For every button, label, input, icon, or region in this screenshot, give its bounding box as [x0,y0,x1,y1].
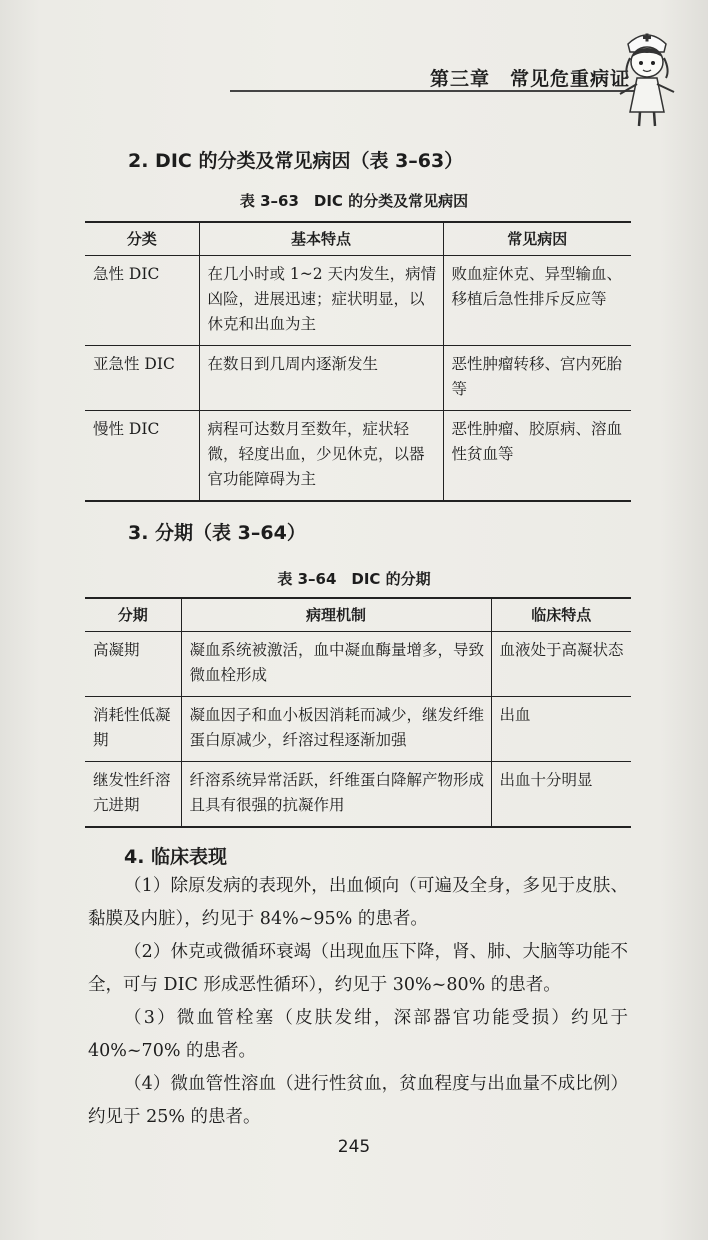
table-row [85,632,631,697]
table-cell: 在几小时或 1~2 天内发生，病情凶险，进展迅速；症状明显，以休克和出血为主 [199,256,443,346]
table-cell: 恶性肿瘤、胶原病、溶血性贫血等 [443,411,631,502]
table-3-64-caption: 表 3–64 DIC 的分期 [277,570,431,588]
table-cell: 纤溶系统异常活跃，纤维蛋白降解产物形成且具有很强的抗凝作用 [181,762,491,828]
chapter-title: 第三章 常见危重病证 [430,68,631,90]
paragraph: （2）休克或微循环衰竭（出现血压下降，肾、肺、大脑等功能不全，可与 DIC 形成恶性循环），约见于 30%~80% 的患者。 [88,942,628,995]
table-cell: 消耗性低凝期 [85,697,181,762]
table-cell: 恶性肿瘤转移、宫内死胎等 [443,346,631,411]
column-header: 分类 [85,222,199,256]
table-row [85,346,631,411]
table-3-64 [85,597,631,828]
table-header-row [85,598,631,632]
table-row [85,762,631,828]
table-cell: 出血 [491,697,631,762]
column-header: 分期 [85,598,181,632]
column-header: 病理机制 [181,598,491,632]
paragraph: （4）微血管性溶血（进行性贫血，贫血程度与出血量不成比例）约见于 25% 的患者。 [88,1074,628,1127]
table-cell: 急性 DIC [85,256,199,346]
table-cell: 凝血系统被激活，血中凝血酶量增多，导致微血栓形成 [181,632,491,697]
table-cell: 亚急性 DIC [85,346,199,411]
column-header: 基本特点 [199,222,443,256]
column-header: 临床特点 [491,598,631,632]
paragraph: （1）除原发病的表现外，出血倾向（可遍及全身，多见于皮肤、黏膜及内脏），约见于 84%~95% 的患者。 [88,876,628,929]
column-header: 常见病因 [443,222,631,256]
table-cell: 凝血因子和血小板因消耗而减少，继发纤维蛋白原减少，纤溶过程逐渐加强 [181,697,491,762]
table-cell: 慢性 DIC [85,411,199,502]
table-cell: 血液处于高凝状态 [491,632,631,697]
table-cell: 病程可达数月至数年，症状轻微，轻度出血，少见休克，以器官功能障碍为主 [199,411,443,502]
section-4-heading: 4. 临床表现 [124,846,228,868]
table-row [85,256,631,346]
table-row [85,697,631,762]
page-number: 245 [337,1137,371,1157]
table-header-row [85,222,631,256]
table-3-63-caption: 表 3–63 DIC 的分类及常见病因 [239,192,469,210]
table-cell: 继发性纤溶亢进期 [85,762,181,828]
table-cell: 出血十分明显 [491,762,631,828]
section-2-heading: 2. DIC 的分类及常见病因（表 3–63） [128,150,464,172]
running-header [230,62,634,92]
paragraph: （3）微血管栓塞（皮肤发绀，深部器官功能受损）约见于 40%~70% 的患者。 [88,1008,628,1061]
table-cell: 在数日到几周内逐渐发生 [199,346,443,411]
section-3-heading: 3. 分期（表 3–64） [128,522,306,544]
table-3-63 [85,221,631,502]
table-cell: 高凝期 [85,632,181,697]
table-cell: 败血症休克、异型输血、移植后急性排斥反应等 [443,256,631,346]
table-row [85,411,631,502]
clinical-manifestations-text [88,870,628,1134]
nurse-mascot-icon [612,22,682,132]
header-rule [230,90,634,92]
